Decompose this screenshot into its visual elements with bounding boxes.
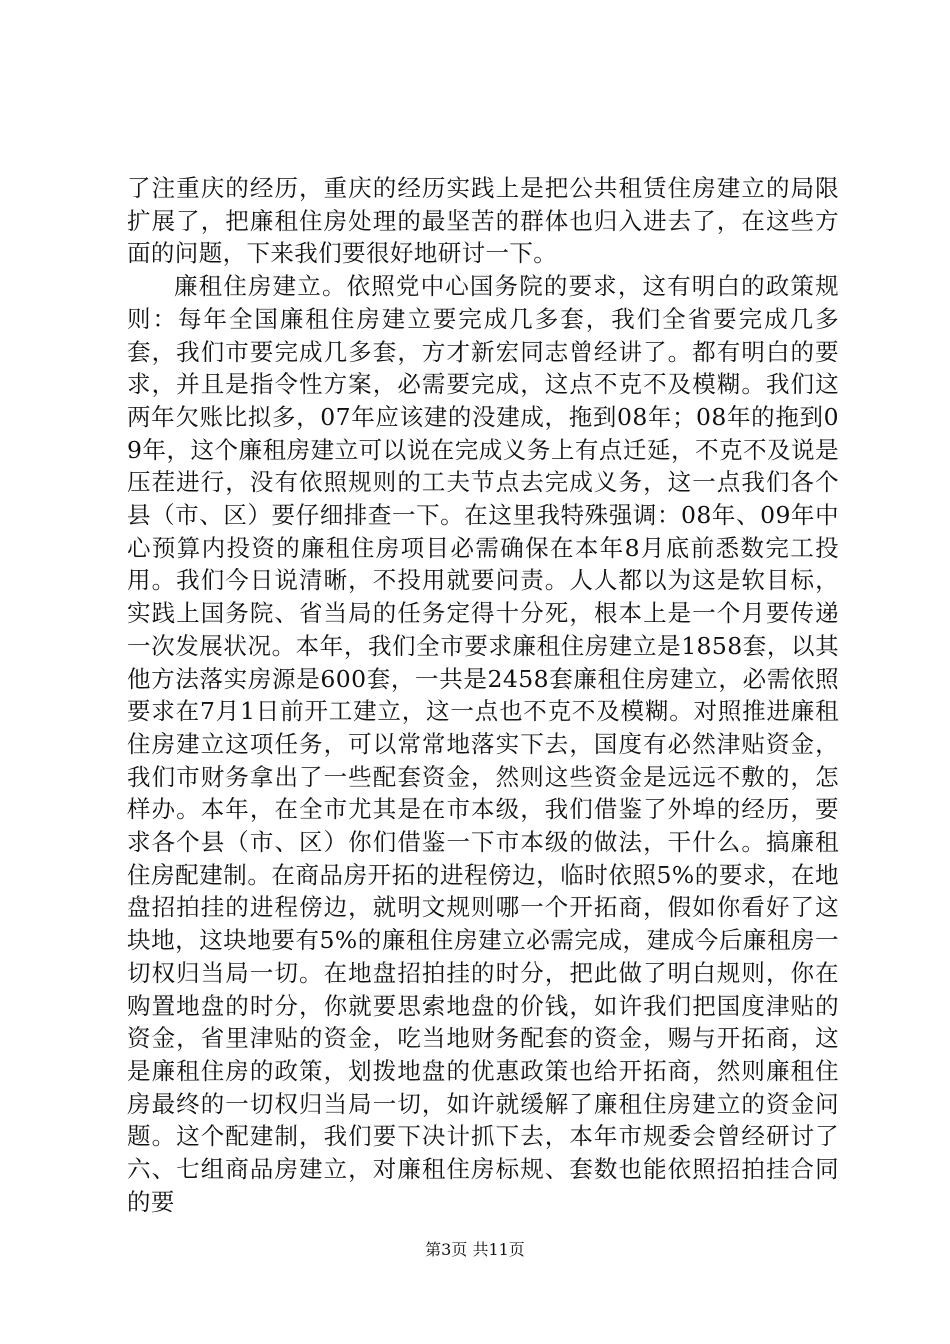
page-footer: 第3页 共11页 [425, 1240, 525, 1259]
document-body [127, 172, 839, 1219]
paragraph-continuation: 了注重庆的经历，重庆的经历实践上是把公共租赁住房建立的局限扩展了，把廉租住房处理的最坚苦的群体也归入进去了，在这些方面的问题，下来我们要很好地研讨一下。 [127, 174, 839, 268]
paragraph-low-rent-housing: 廉租住房建立。依照党中心国务院的要求，这有明白的政策规则：每年全国廉租住房建立要完成几多套，我们全省要完成几多套，我们市要完成几多套，方才新宏同志曾经讲了。都有明白的要求，并且是指令性方案，必需要完成，这点不克不及模糊。我们这两年欠账比拟多，07年应该建的没建成，拖到08年；08年的拖到09年，这个廉租房建立可以说在完成义务上有点迁延，不克不及说是压茬进行，没有依照规则的工夫节点去完成义务，这一点我们各个县（市、区）要仔细排查一下。在这里我特殊强调：08年、09年中心预算内投资的廉租住房项目必需确保在本年8月底前悉数完工投用。我们今日说清晰，不投用就要问责。人人都以为这是软目标，实践上国务院、省当局的任务定得十分死，根本上是一个月要传递一次发展状况。本年，我们全市要求廉租住房建立是1858套，以其他方法落实房源是600套，一共是2458套廉租住房建立，必需依照要求在7月1日前开工建立，这一点也不克不及模糊。对照推进廉租住房建立这项任务，可以常常地落实下去，国度有必然津贴资金，我们市财务拿出了一些配套资金，然则这些资金是远远不敷的，怎样办。本年，在全市尤其是在市本级，我们借鉴了外埠的经历，要求各个县（市、区）你们借鉴一下市本级的做法，干什么。搞廉租住房配建制。在商品房开拓的进程傍边，临时依照5%的要求，在地盘招拍挂的进程傍边，就明文规则哪一个开拓商，假如你看好了这块地，这块地要有5%的廉租住房建立必需完成，建成今后廉租房一切权归当局一切。在地盘招拍挂的时分，把此做了明白规则，你在购置地盘的时分，你就要思索地盘的价钱，如许我们把国度津贴的资金，省里津贴的资金，吃当地财务配套的资金，赐与开拓商，这是廉租住房的政策，划拨地盘的优惠政策也给开拓商，然则廉租住房最终的一切权归当局一切，如许就缓解了廉租住房建立的资金问题。这个配建制，我们要下决计抓下去，本年市规委会曾经研讨了六、七组商品房建立，对廉租住房标规、套数也能依照招拍挂合同的要 [127, 272, 839, 1216]
